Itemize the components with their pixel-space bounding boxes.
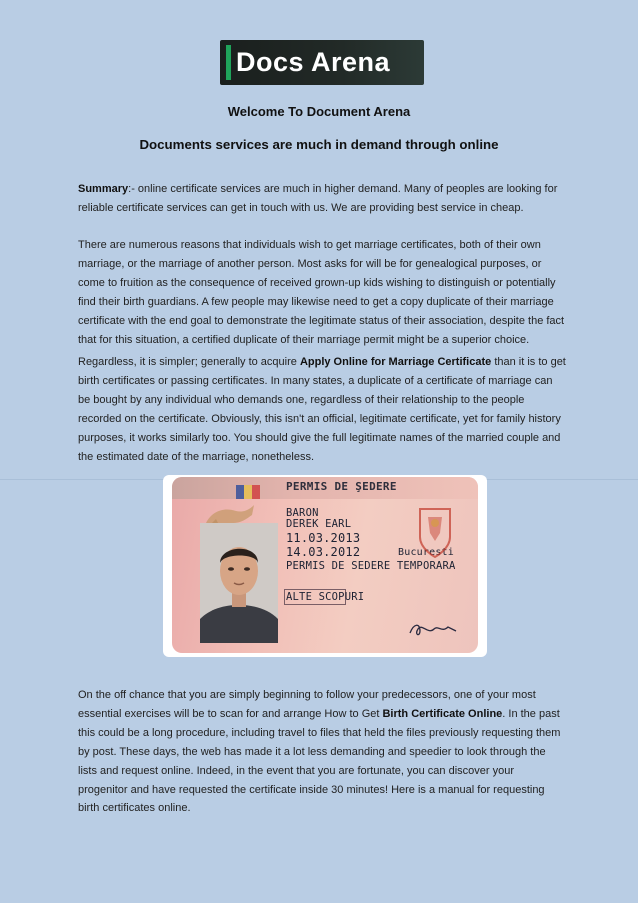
summary-paragraph (78, 180, 566, 218)
para4-text-start: On the off chance that you are simply beginning to follow your predecessors, one of your most essential exercises will be to scan for and arrange How to Get (78, 689, 536, 720)
holder-photo (200, 523, 278, 643)
signature-icon (408, 619, 458, 639)
welcome-heading: Welcome To Document Arena (227, 104, 411, 119)
card-title: PERMIS DE ŞEDERE (286, 480, 397, 493)
logo-accent-bar (226, 45, 231, 80)
card-date-1: 11.03.2013 (286, 531, 361, 545)
holder-given-names: DEREK EARL (286, 518, 352, 530)
marriage-reasons-paragraph: There are numerous reasons that individuals wish to get marriage certificates, both of their own marriage, or the marriage of another person. Most asks for will be for genealogical purposes, or come to fruition as the consequence of received grown-up kids wishing to distinguish or potentially find their birth guardians. A few people may likewise need to get a copy duplicate of their marriage certificate with the end goal to demonstrate the legitimate status of their association, despite the fact that for this situation, a certified duplicate of their marriage permit might be a superior choice. (78, 239, 565, 346)
tagline-heading: Documents services are much in demand through online (139, 137, 499, 152)
marriage-certificate-paragraph (78, 353, 566, 466)
logo-text: Docs Arena (236, 47, 391, 77)
permit-type: PERMIS DE SEDERE TEMPORARA (286, 560, 456, 572)
apply-online-marriage-certificate-link: Apply Online for Marriage Certificate (299, 356, 492, 368)
coat-of-arms-icon (410, 503, 460, 561)
para3-text-end: than it is to get birth certificates or passing certificates. In many states, a duplicate of a certificate of marriage can be bought by any individual who demands one, regardless of their relationship to the people recorded on the certificate. Obviously, this isn't an official, legitimate certificate, yet for family history purposes, it works similarly too. You should give the full legitimate names of the married couple and the estimated date of the marriage, nonetheless. (78, 356, 566, 463)
para3-text-start: Regardless, it is simpler; generally to acquire (78, 356, 300, 368)
para4-text-end: . In the past this could be a long procedure, including travel to files that held the files previously requesting them by post. These days, the web has made it a lot less demanding and speedier to look through the lists and request online. Indeed, in the event that you are fortunate, you can discover your progenitor and have requested the certificate inside 30 minutes! Here is a manual for requesting birth certificates online. (78, 707, 561, 815)
summary-label: Summary (78, 183, 129, 195)
permit-purpose: ALTE SCOPURI (286, 591, 365, 603)
card-date-2: 14.03.2012 (286, 545, 361, 559)
card-place: Bucuresti (398, 547, 454, 558)
holder-surname: BARON (286, 507, 319, 519)
person-portrait-icon (200, 523, 278, 643)
birth-certificate-paragraph (78, 686, 566, 818)
flag-icon (236, 485, 260, 499)
docs-arena-logo (220, 40, 424, 85)
birth-certificate-online-link: Birth Certificate Online (382, 707, 503, 720)
residence-permit-image (163, 475, 487, 657)
residence-permit-card (172, 477, 478, 653)
summary-text: :- online certificate services are much in higher demand. Many of peoples are looking for reliable certificate services can get in touch with us. We are providing best service in cheap. (78, 183, 558, 214)
